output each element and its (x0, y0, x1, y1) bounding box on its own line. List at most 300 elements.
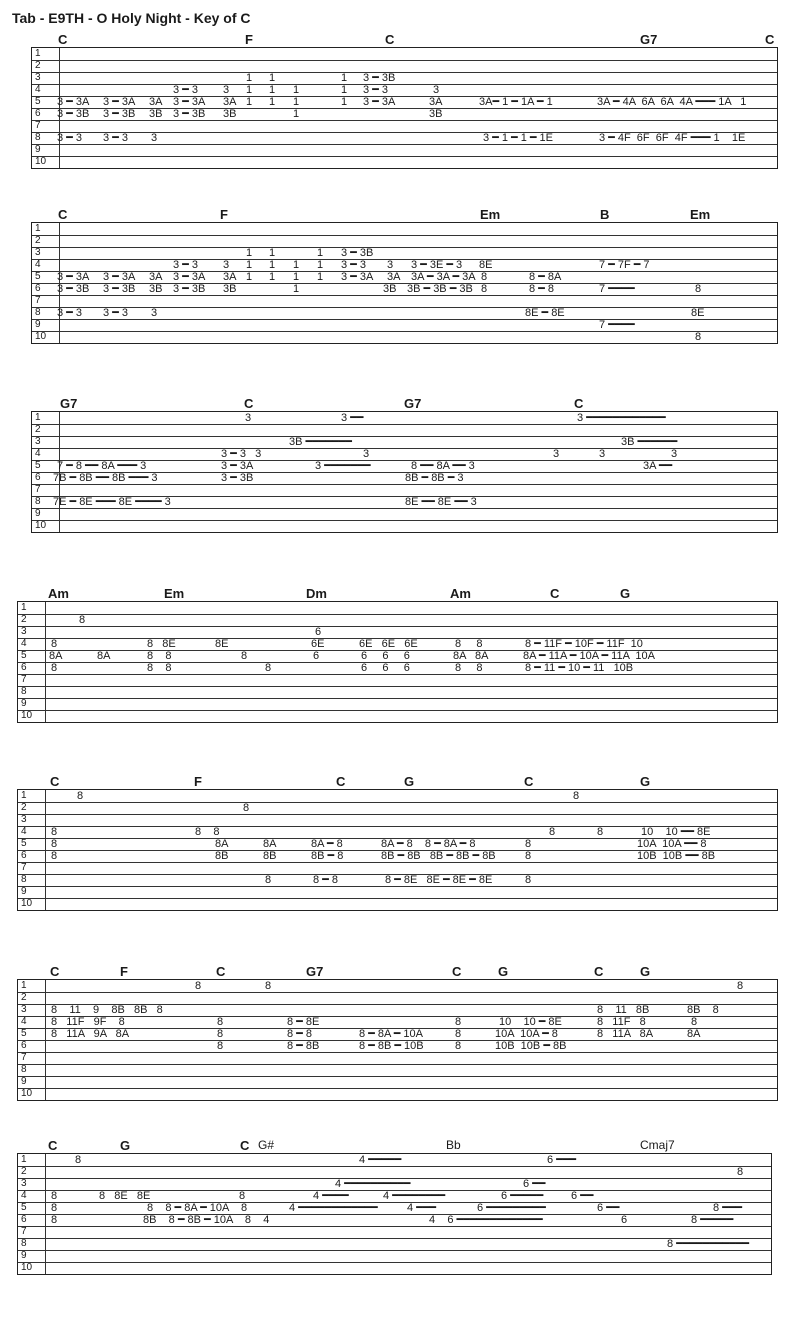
fret-entry: 8 ━ 8A ━ 10A (359, 1028, 424, 1040)
chord-label: G (120, 1138, 131, 1153)
fret-entry: 7 ━━━━ (599, 283, 635, 295)
fret-entry: 8B 8 (687, 1004, 719, 1016)
fret-entry: 1 (246, 259, 253, 271)
fret-entry: 3B (383, 283, 397, 295)
fret-entry: 8 (455, 1016, 462, 1028)
fret-entry: 1 (269, 84, 276, 96)
fret-entry: 8 ━ 8A (529, 271, 562, 283)
fret-entry: 8 8 ━ 8A ━ 10A 8 (147, 1202, 248, 1214)
string-row (18, 1088, 777, 1100)
string-number: 10 (18, 1088, 46, 1100)
fret-entry: 8 ━ 8 (287, 1028, 312, 1040)
string-row (18, 1262, 771, 1274)
fret-entry: 1 (341, 84, 348, 96)
fret-entry: 3 (599, 448, 606, 460)
fret-entry: 6 6 6 (361, 650, 410, 662)
fret-entry: 1 (269, 96, 276, 108)
string-number: 1 (18, 602, 46, 614)
fret-entry: 8 8 (147, 662, 172, 674)
fret-entry: 1 (293, 259, 300, 271)
string-number: 2 (18, 992, 46, 1004)
fret-entry: 8 ━━━ (713, 1202, 743, 1214)
fret-entry: 6 (621, 1214, 628, 1226)
fret-entry: 8 (241, 650, 248, 662)
page-title: Tab - E9TH - O Holy Night - Key of C (12, 10, 251, 26)
tab-staff (17, 789, 778, 911)
chord-label: G7 (306, 964, 324, 979)
chord-label: C (550, 586, 560, 601)
fret-entry: 3 ━ 4F 6F 6F 4F ━━━ 1 1E (599, 132, 746, 144)
fret-entry: 3 ━ 3A (57, 271, 90, 283)
string-number: 9 (32, 319, 60, 331)
fret-entry: 8 (217, 1016, 224, 1028)
chord-label: Bb (446, 1138, 461, 1152)
fret-entry: 8 (243, 802, 250, 814)
string-number: 1 (18, 980, 46, 992)
string-number: 7 (18, 674, 46, 686)
fret-entry: 8 (51, 1190, 58, 1202)
string-number: 8 (18, 1064, 46, 1076)
chord-label: F (245, 32, 253, 47)
string-number: 3 (18, 626, 46, 638)
fret-entry: 3 ━ 3B (173, 108, 206, 120)
fret-entry: 8 (79, 614, 86, 626)
fret-entry: 8 (737, 980, 744, 992)
fret-entry: 7 ━ 8 ━━ 8A ━━━ 3 (57, 460, 147, 472)
fret-entry: 3 ━ 3A (173, 271, 206, 283)
fret-entry: 7 ━━━━ (599, 319, 635, 331)
fret-entry: 1 (293, 271, 300, 283)
fret-entry: 8 (455, 1028, 462, 1040)
fret-entry: 3B ━ 3B ━ 3B (407, 283, 473, 295)
fret-entry: 8 11 8B (597, 1004, 650, 1016)
string-number: 9 (18, 1250, 46, 1262)
string-number: 6 (32, 283, 60, 295)
fret-entry: 3 ━ 1 ━ 1 ━ 1E (483, 132, 554, 144)
fret-entry: 3A (149, 271, 163, 283)
fret-entry: 3 ━ 3B (103, 283, 136, 295)
string-row (32, 156, 777, 168)
fret-entry: 8 (525, 874, 532, 886)
fret-entry: 8B ━ 8 (311, 850, 344, 862)
fret-entry: 8 ━━━━━━━━━━━ (667, 1238, 750, 1250)
chord-label: G (620, 586, 631, 601)
string-number: 4 (18, 1190, 46, 1202)
fret-entry: 3 ━ 3B (363, 72, 396, 84)
fret-entry: 1 (317, 271, 324, 283)
chord-label: C (336, 774, 346, 789)
string-number: 8 (32, 496, 60, 508)
fret-entry: 8 (695, 331, 702, 343)
fret-entry: 8A (49, 650, 63, 662)
string-number: 5 (32, 271, 60, 283)
tab-staff (17, 1153, 772, 1275)
fret-entry: 8 11F 9F 8 (51, 1016, 125, 1028)
chord-label: C (58, 207, 68, 222)
chord-label: F (194, 774, 202, 789)
chord-label: G (640, 774, 651, 789)
fret-entry: 3A (223, 271, 237, 283)
fret-entry: 3 (151, 132, 158, 144)
fret-entry: 6E (311, 638, 325, 650)
string-number: 10 (18, 1262, 46, 1274)
string-number: 4 (32, 259, 60, 271)
fret-entry: 1 (246, 96, 253, 108)
fret-entry: 6 ━━━━━ (501, 1190, 544, 1202)
fret-entry: 1 (246, 271, 253, 283)
chord-label: C (385, 32, 395, 47)
chord-label: G# (258, 1138, 275, 1152)
fret-entry: 6E 6E 6E (359, 638, 418, 650)
fret-entry: 10 10 ━ 8E (499, 1016, 562, 1028)
string-number: 9 (32, 144, 60, 156)
tab-staff (31, 222, 778, 344)
fret-entry: 8B (263, 850, 277, 862)
fret-entry: 3 ━━━━━━━━━━━━ (577, 412, 666, 424)
string-number: 7 (18, 1052, 46, 1064)
string-number: 10 (32, 156, 60, 168)
tab-staff (17, 601, 778, 723)
fret-entry: 3 (671, 448, 678, 460)
string-number: 1 (32, 48, 60, 60)
string-number: 8 (18, 686, 46, 698)
fret-entry: 8B ━ 8B ━ 3 (405, 472, 464, 484)
tab-staff (31, 411, 778, 533)
fret-entry: 7 ━ 7F ━ 7 (599, 259, 650, 271)
string-row (32, 331, 777, 343)
fret-entry: 8 (51, 662, 58, 674)
chord-label: C (240, 1138, 250, 1153)
chord-label: F (120, 964, 128, 979)
fret-entry: 3 (433, 84, 440, 96)
string-number: 1 (32, 223, 60, 235)
fret-entry: 3B (223, 108, 237, 120)
chord-label: C (48, 1138, 58, 1153)
fret-entry: 8 (77, 790, 84, 802)
chord-label: G7 (640, 32, 658, 47)
chord-label: Em (164, 586, 185, 601)
string-number: 4 (32, 84, 60, 96)
chord-label: C (244, 396, 254, 411)
fret-entry: 3A (387, 271, 401, 283)
string-number: 5 (18, 1028, 46, 1040)
fret-entry: 10A 10A ━━ 8 (637, 838, 707, 850)
string-number: 6 (18, 662, 46, 674)
fret-entry: 1 (269, 271, 276, 283)
string-number: 3 (18, 1178, 46, 1190)
chord-label: C (452, 964, 462, 979)
chord-label: Am (450, 586, 471, 601)
fret-entry: 8 (51, 838, 58, 850)
fret-entry: 3 ━ 3B (103, 108, 136, 120)
fret-entry: 8 (51, 826, 58, 838)
fret-entry: 8 8 (455, 638, 483, 650)
string-row (18, 898, 777, 910)
chord-label: C (594, 964, 604, 979)
fret-entry: 8 (217, 1040, 224, 1052)
fret-entry: 3 ━ 3B (57, 108, 90, 120)
fret-entry: 3 ━ 3 (341, 259, 366, 271)
fret-entry: 8 ━ 8B ━ 10B (359, 1040, 424, 1052)
fret-entry: 1 (269, 247, 276, 259)
string-number: 2 (32, 60, 60, 72)
string-number: 6 (32, 108, 60, 120)
fret-entry: 1 (246, 247, 253, 259)
fret-entry: 8 (75, 1154, 82, 1166)
string-number: 7 (18, 1226, 46, 1238)
string-number: 7 (32, 295, 60, 307)
fret-entry: 3 (387, 259, 394, 271)
fret-entry: 8 ━ 8 (529, 283, 554, 295)
chord-label: Cmaj7 (640, 1138, 675, 1152)
fret-entry: 8 ━ 8E (287, 1016, 320, 1028)
chord-label: C (50, 964, 60, 979)
fret-entry: 8 (737, 1166, 744, 1178)
chord-label: Am (48, 586, 69, 601)
fret-entry: 8 (265, 662, 272, 674)
string-number: 9 (18, 886, 46, 898)
string-number: 9 (32, 508, 60, 520)
fret-entry: 8 (51, 638, 58, 650)
fret-entry: 1 (341, 72, 348, 84)
fret-entry: 8E ━━ 8E ━━ 3 (405, 496, 477, 508)
fret-entry: 3B (149, 283, 163, 295)
fret-entry: 8A 8A (453, 650, 489, 662)
fret-entry: 4 ━━━━━━━━━━━━ (289, 1202, 378, 1214)
fret-entry: 1 (293, 283, 300, 295)
string-number: 4 (32, 448, 60, 460)
fret-entry: 1 (317, 259, 324, 271)
fret-entry: 3 (245, 412, 252, 424)
chord-label: Em (690, 207, 711, 222)
fret-entry: 3B (223, 283, 237, 295)
fret-entry: 8 ━ 8E 8E ━ 8E ━ 8E (385, 874, 493, 886)
fret-entry: 3 (553, 448, 560, 460)
fret-entry: 3 ━ 3A (103, 271, 136, 283)
fret-entry: 8A ━ 11A ━ 10A ━ 11A 10A (523, 650, 655, 662)
fret-entry: 6 ━━ (571, 1190, 594, 1202)
fret-entry: 6 (315, 626, 322, 638)
fret-entry: 6 ━━ (523, 1178, 546, 1190)
chord-label: Em (480, 207, 501, 222)
fret-entry: 4 ━━━ (407, 1202, 437, 1214)
string-number: 2 (18, 802, 46, 814)
fret-entry: 3 ━ 3E ━ 3 (411, 259, 463, 271)
fret-entry: 3 ━ 3 3 (221, 448, 262, 460)
string-number: 3 (32, 72, 60, 84)
fret-entry: 6 ━━ (597, 1202, 620, 1214)
fret-entry: 8E (691, 307, 705, 319)
chord-label: C (50, 774, 60, 789)
fret-entry: 8 8 (455, 662, 483, 674)
fret-entry: 8 (51, 1202, 58, 1214)
fret-entry: 3 ━━━━━━━ (315, 460, 371, 472)
fret-entry: 8 (239, 1190, 246, 1202)
fret-entry: 8 (265, 874, 272, 886)
fret-entry: 7B ━ 8B ━━ 8B ━━━ 3 (53, 472, 158, 484)
string-number: 5 (18, 838, 46, 850)
fret-entry: 8 (455, 1040, 462, 1052)
fret-entry: 3B ━━━━━━━ (289, 436, 352, 448)
fret-entry: 3 (151, 307, 158, 319)
fret-entry: 3 (223, 84, 230, 96)
string-number: 4 (18, 826, 46, 838)
fret-entry: 8E (479, 259, 493, 271)
fret-entry: 8A (687, 1028, 701, 1040)
fret-entry: 8 ━ 11F ━ 10F ━ 11F 10 (525, 638, 643, 650)
fret-entry: 8B 8 ━ 8B ━ 10A 8 4 (143, 1214, 270, 1226)
chord-label: C (574, 396, 584, 411)
string-number: 3 (18, 814, 46, 826)
fret-entry: 3 ━ 3A (221, 460, 254, 472)
fret-entry: 10 10 ━━ 8E (641, 826, 711, 838)
string-number: 7 (18, 862, 46, 874)
string-number: 2 (18, 1166, 46, 1178)
fret-entry: 8A (97, 650, 111, 662)
string-number: 8 (18, 874, 46, 886)
string-number: 10 (18, 898, 46, 910)
fret-entry: 3 ━ 3 (103, 307, 128, 319)
string-number: 1 (32, 412, 60, 424)
fret-entry: 8E ━ 8E (525, 307, 565, 319)
fret-entry: 4 ━━━━ (313, 1190, 349, 1202)
fret-entry: 4 ━━━━━━━━ (383, 1190, 446, 1202)
fret-entry: 1 (341, 96, 348, 108)
fret-entry: 3 ━ 3B (221, 472, 254, 484)
fret-entry: 10B 10B ━━ 8B (637, 850, 716, 862)
string-number: 4 (18, 1016, 46, 1028)
fret-entry: 3 ━ 3 (173, 259, 198, 271)
fret-entry: 8E (215, 638, 229, 650)
fret-entry: 3A ━━ (643, 460, 673, 472)
fret-entry: 8 (695, 283, 702, 295)
chord-label: G (498, 964, 509, 979)
tab-staff (17, 979, 778, 1101)
fret-entry: 8 ━ 11 ━ 10 ━ 11 10B (525, 662, 634, 674)
fret-entry: 8 8E (147, 638, 176, 650)
fret-entry: 3B (149, 108, 163, 120)
string-number: 8 (32, 307, 60, 319)
fret-entry: 8 (51, 850, 58, 862)
chord-label: G7 (404, 396, 422, 411)
fret-entry: 1 (293, 96, 300, 108)
fret-entry: 8 (525, 838, 532, 850)
fret-entry: 10B 10B ━ 8B (495, 1040, 567, 1052)
fret-entry: 6 6 6 (361, 662, 410, 674)
fret-entry: 8 (481, 271, 488, 283)
fret-entry: 8 (217, 1028, 224, 1040)
fret-entry: 6 ━━━━━━━━━ (477, 1202, 546, 1214)
fret-entry: 8 (597, 826, 604, 838)
fret-entry: 3 ━ 3A (173, 96, 206, 108)
fret-entry: 3 (363, 448, 370, 460)
string-number: 3 (32, 247, 60, 259)
string-number: 3 (18, 1004, 46, 1016)
string-number: 3 (32, 436, 60, 448)
string-number: 10 (32, 331, 60, 343)
fret-entry: 8 8E 8E (99, 1190, 151, 1202)
string-number: 8 (18, 1238, 46, 1250)
fret-entry: 8A ━ 8 8 ━ 8A ━ 8 (381, 838, 476, 850)
string-number: 1 (18, 1154, 46, 1166)
string-row (18, 710, 777, 722)
fret-entry: 8 ━━ 8A ━━ 3 (411, 460, 475, 472)
string-number: 10 (18, 710, 46, 722)
fret-entry: 6 (313, 650, 320, 662)
fret-entry: 3 ━ 3A (103, 96, 136, 108)
chord-label: G (404, 774, 415, 789)
string-number: 5 (18, 1202, 46, 1214)
fret-entry: 8 (51, 1214, 58, 1226)
fret-entry: 1 (293, 84, 300, 96)
fret-entry: 8 (481, 283, 488, 295)
string-number: 4 (18, 638, 46, 650)
fret-entry: 3A ━ 4A 6A 6A 4A ━━━ 1A 1 (597, 96, 747, 108)
fret-entry: 6 ━━━ (547, 1154, 577, 1166)
fret-entry: 8A ━ 8 (311, 838, 343, 850)
string-number: 2 (18, 614, 46, 626)
fret-entry: 4 ━━━━━━━━━━ (335, 1178, 411, 1190)
string-number: 10 (32, 520, 60, 532)
fret-entry: 1 (293, 108, 300, 120)
string-row (32, 520, 777, 532)
fret-entry: 3 ━ 3 (57, 132, 82, 144)
fret-entry: 3 ━━ (341, 412, 364, 424)
fret-entry: 3A━ 1 ━ 1A ━ 1 (479, 96, 553, 108)
string-number: 9 (18, 1076, 46, 1088)
fret-entry: 8 11F 8 (597, 1016, 646, 1028)
fret-entry: 8 (549, 826, 556, 838)
fret-entry: 8 11A 9A 8A (51, 1028, 130, 1040)
tab-staff (31, 47, 778, 169)
fret-entry: 4 6 ━━━━━━━━━━━━━ (429, 1214, 543, 1226)
fret-entry: 8 (573, 790, 580, 802)
chord-label: C (765, 32, 775, 47)
string-number: 8 (32, 132, 60, 144)
fret-entry: 3 ━ 3B (57, 283, 90, 295)
fret-entry: 3 ━ 3B (341, 247, 374, 259)
fret-entry: 8 8 (147, 650, 172, 662)
fret-entry: 8 (265, 980, 272, 992)
fret-entry: 8 11 9 8B 8B 8 (51, 1004, 163, 1016)
string-number: 6 (18, 1214, 46, 1226)
chord-label: C (216, 964, 226, 979)
fret-entry: 8A (263, 838, 277, 850)
fret-entry: 8 (195, 980, 202, 992)
chord-label: B (600, 207, 610, 222)
chord-label: C (524, 774, 534, 789)
fret-entry: 3B (429, 108, 443, 120)
string-number: 1 (18, 790, 46, 802)
fret-entry: 3 ━ 3A (341, 271, 374, 283)
fret-entry: 8 8 (195, 826, 220, 838)
chord-label: G7 (60, 396, 78, 411)
fret-entry: 3B ━━━━━━ (621, 436, 678, 448)
string-number: 6 (18, 1040, 46, 1052)
fret-entry: 8 (691, 1016, 698, 1028)
string-number: 6 (32, 472, 60, 484)
fret-entry: 3A (223, 96, 237, 108)
fret-entry: 3 ━ 3 (173, 84, 198, 96)
string-number: 5 (32, 96, 60, 108)
string-number: 2 (32, 424, 60, 436)
chord-label: F (220, 207, 228, 222)
fret-entry: 3 ━ 3A (57, 96, 90, 108)
string-number: 5 (18, 650, 46, 662)
fret-entry: 8 ━ 8 (313, 874, 338, 886)
fret-entry: 3 (223, 259, 230, 271)
chord-label: C (58, 32, 68, 47)
